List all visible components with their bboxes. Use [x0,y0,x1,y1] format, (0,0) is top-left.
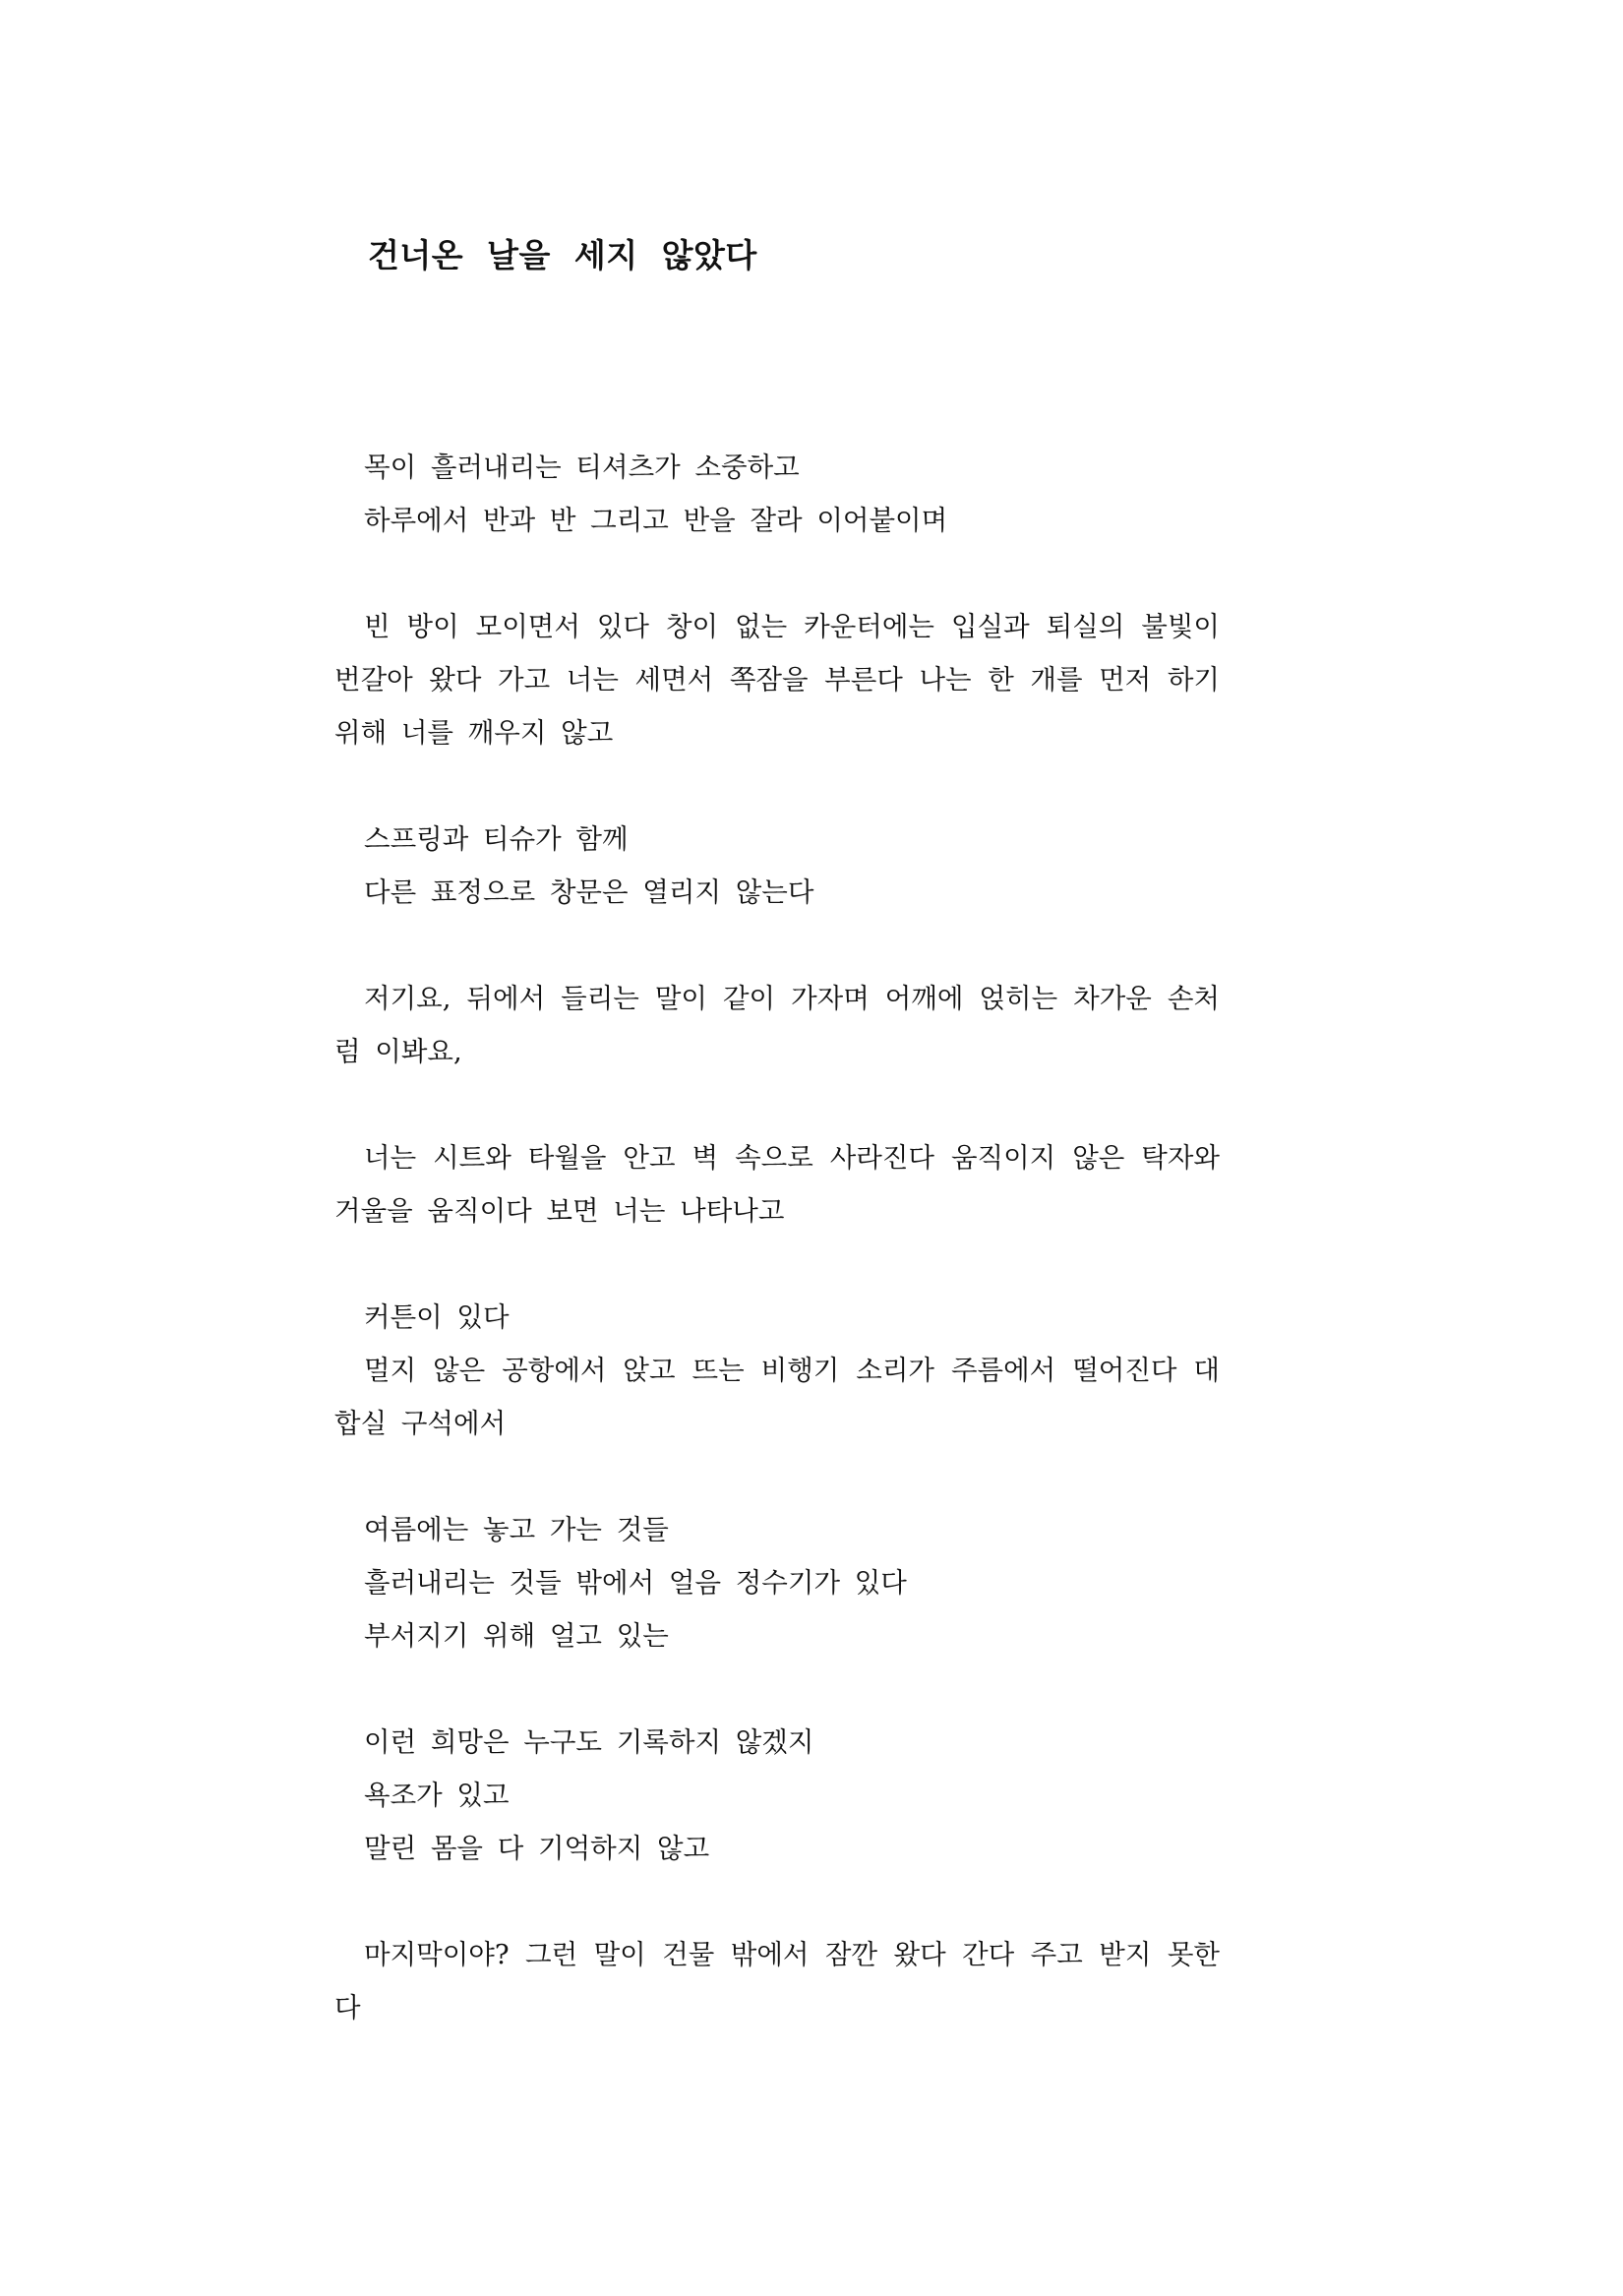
stanza-5 [334,1131,1220,1238]
stanza-6 [334,1291,1220,1450]
stanza-4 [334,972,1220,1078]
poem-paragraph: 저기요, 뒤에서 들리는 말이 같이 가자며 어깨에 얹히는 차가운 손처럼 이봐요, [334,983,1220,1067]
stanza-7 [334,1503,1220,1662]
poem-line: 흘러내리는 것들 밖에서 얼음 정수기가 있다 [364,1567,907,1599]
poem-line: 목이 흘러내리는 티셔츠가 소중하고 [364,452,800,483]
poem-title: 건너온 날을 세지 않았다 [368,236,757,274]
poem-line: 이런 희망은 누구도 기록하지 않겠지 [364,1726,814,1758]
stanza-2 [334,600,1220,759]
poem-paragraph: 멀지 않은 공항에서 앉고 뜨는 비행기 소리가 주름에서 떨어진다 대합실 구석에서 [334,1355,1220,1439]
poem-paragraph: 빈 방이 모이면서 있다 창이 없는 카운터에는 입실과 퇴실의 불빛이 번갈아 왔다 가고 너는 세면서 쪽잠을 부른다 나는 한 개를 먼저 하기 위해 너를 깨우지 않고 [334,611,1220,749]
poem-line: 여름에는 놓고 가는 것들 [364,1514,669,1545]
poem-line: 욕조가 있고 [364,1780,510,1811]
stanza-1 [334,441,1220,547]
stanza-8 [334,1716,1220,1875]
poem-line: 커튼이 있다 [364,1301,510,1333]
poem-line: 하루에서 반과 반 그리고 반을 잘라 이어붙이며 [364,505,948,536]
poem-paragraph: 너는 시트와 타월을 안고 벽 속으로 사라진다 움직이지 않은 탁자와 거울을 움직이다 보면 너는 나타나고 [334,1142,1220,1227]
stanza-3 [334,813,1220,919]
poem-line: 다른 표정으로 창문은 열리지 않는다 [364,876,814,908]
poem-line: 말린 몸을 다 기억하지 않고 [364,1833,710,1864]
poem-paragraph: 마지막이야? 그런 말이 건물 밖에서 잠깐 왔다 간다 주고 받지 못한다 [334,1939,1220,2024]
poem-body [334,441,1220,2087]
stanza-9 [334,1928,1220,2034]
poem-line: 부서지기 위해 얼고 있는 [364,1620,669,1652]
poem-line: 스프링과 티슈가 함께 [364,823,629,855]
